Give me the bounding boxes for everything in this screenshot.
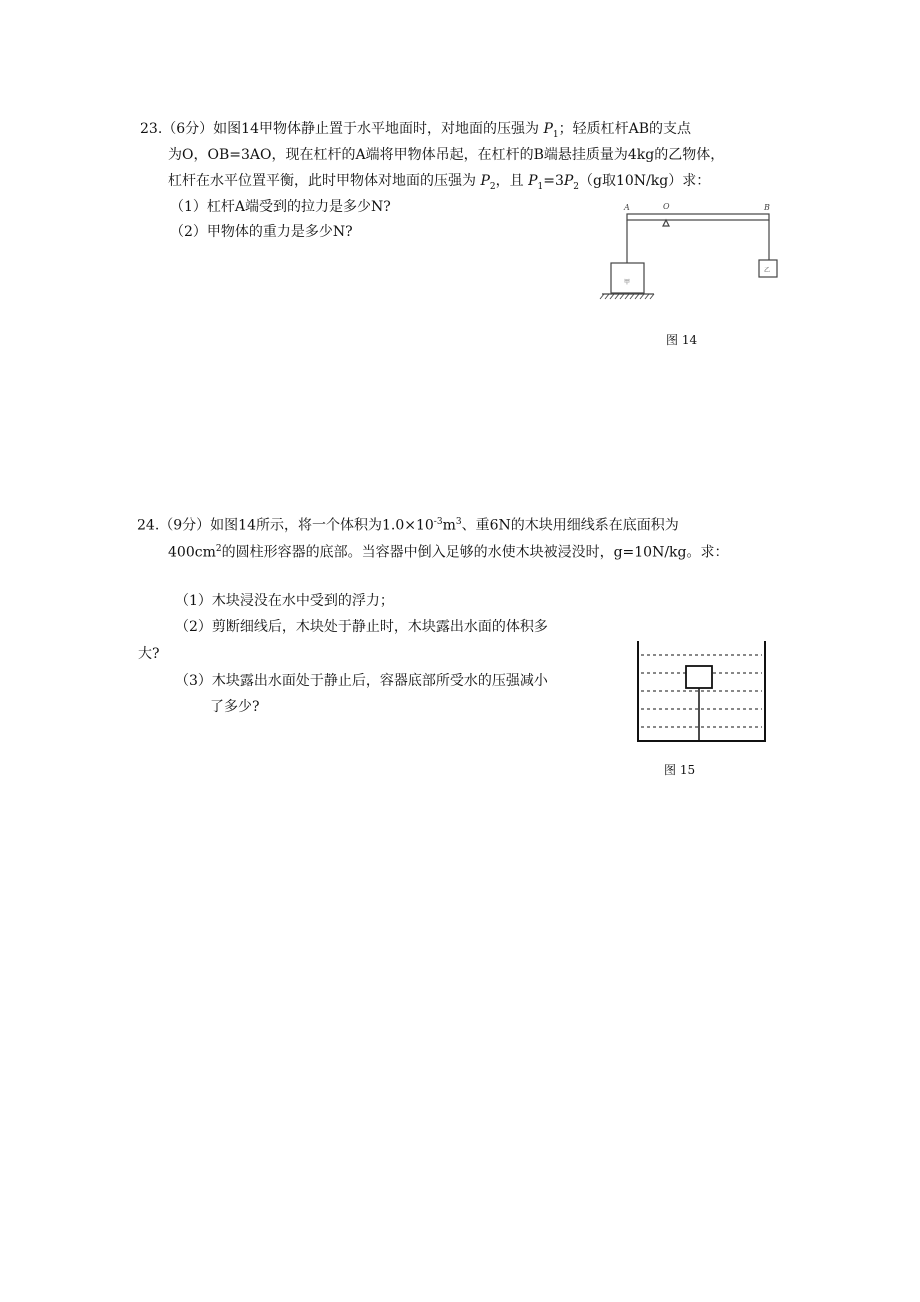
q23-line-3-a: 杠杆在水平位置平衡，此时甲物体对地面的压强为 (168, 173, 481, 189)
q24-sub-question-3-cont: 了多少? (210, 699, 260, 715)
q24-sub-question-2: （2）剪断细线后，木块处于静止时，木块露出水面的体积多 (175, 619, 548, 635)
q23-sub-question-1: （1）杠杆A端受到的拉力是多少N? (170, 199, 391, 215)
q24-line-1-c: 、重6N的木块用细线系在底面积为 (461, 517, 679, 534)
label-jia: 甲 (624, 279, 631, 286)
q23-sub: 1 (537, 181, 544, 192)
figure-14-caption: 图 14 (666, 333, 698, 347)
q23-line-3-b: ，且 (495, 173, 529, 189)
label-b: B (764, 203, 770, 212)
q24-sup: -3 (433, 517, 443, 527)
q23-line-1-text: 23.（6分）如图14甲物体静止置于水平地面时，对地面的压强为 (140, 121, 544, 137)
q24-line-2-a: 400cm (168, 544, 216, 561)
label-o: O (663, 202, 670, 211)
q24-line-1-a: 24.（9分）如图14所示，将一个体积为1.0×10 (137, 517, 434, 534)
q23-sub-question-2: （2）甲物体的重力是多少N? (170, 224, 353, 240)
q23-line-2: 为O，OB=3AO，现在杠杆的A端将甲物体吊起，在杠杆的B端悬挂质量为4kg的乙物体， (168, 147, 725, 163)
q23-line-1-end: ；轻质杠杆AB的支点 (558, 121, 691, 137)
q24-sup: 2 (215, 544, 222, 554)
q23-var-p: P (563, 173, 574, 189)
figure-15-caption: 图 15 (664, 763, 696, 777)
q24-sub-question-2-cont: 大? (138, 646, 160, 662)
label-yi: 乙 (764, 267, 771, 274)
q23-var-p: P (528, 173, 538, 189)
q23-sub: 2 (573, 181, 580, 192)
q24-line-2-b: 的圆柱形容器的底部。当容器中倒入足够的水使木块被浸没时，g=10N/kg。求： (221, 544, 729, 561)
q23-sub: 2 (489, 181, 496, 192)
q23-line-3-c: =3 (543, 173, 564, 189)
q23-var-p: P (480, 173, 490, 189)
q23-line-3-d: （g取10N/kg）求： (579, 173, 711, 189)
q24-sub-question-1: （1）木块浸没在水中受到的浮力； (175, 593, 394, 609)
q23-var-p: P (543, 121, 553, 137)
q24-sub-question-3: （3）木块露出水面处于静止后，容器底部所受水的压强减小 (175, 673, 548, 689)
q24-sup: 3 (455, 517, 462, 527)
wood-block (686, 666, 712, 688)
q23-sub: 1 (552, 129, 559, 140)
label-a: A (624, 203, 630, 212)
q24-line-1-b: m (442, 517, 456, 534)
